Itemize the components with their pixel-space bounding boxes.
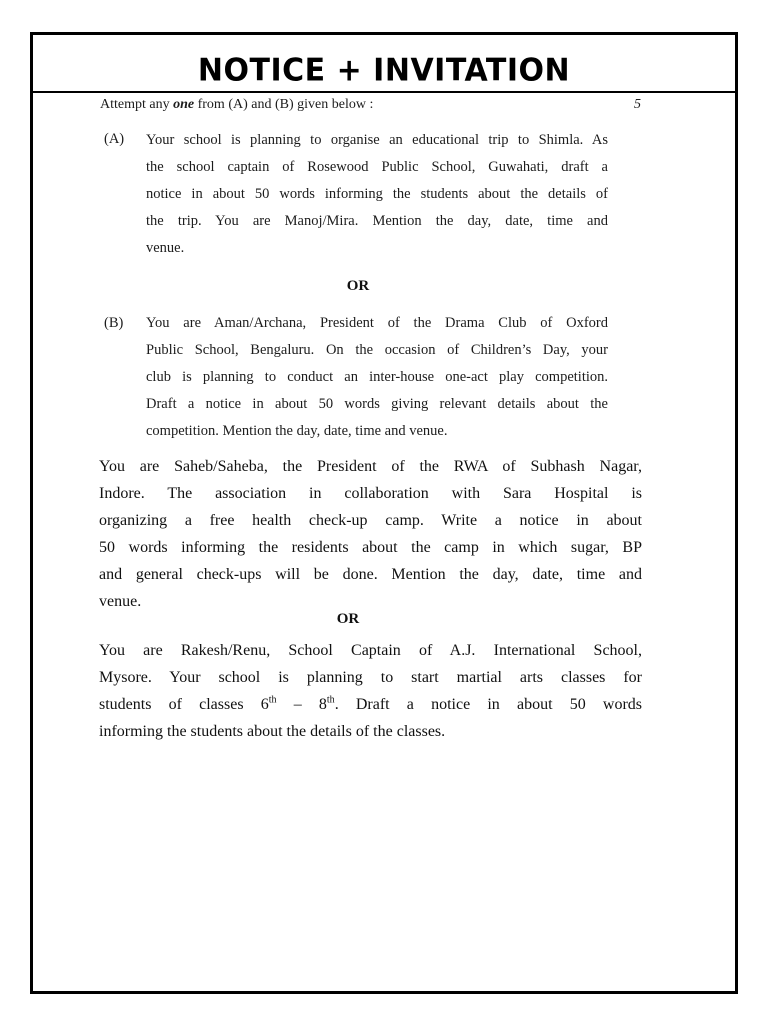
question-a-label: (A) [104, 131, 125, 147]
question-c-line: Indore. The association in collaboration with Sara Hospital is [99, 485, 642, 502]
or-separator-2: OR [336, 611, 360, 627]
marks-value: 5 [634, 97, 641, 112]
question-a-line: Your school is planning to organise an educational trip to Shimla. As [146, 132, 608, 148]
question-b-line: club is planning to conduct an inter-house one-act play competition. [146, 369, 608, 385]
question-d-line: informing the students about the details of the classes. [99, 723, 446, 740]
question-a-line: the trip. You are Manoj/Mira. Mention the day, date, time and [146, 213, 608, 229]
instruction-emphasis: one [173, 97, 195, 112]
question-d-line: You are Rakesh/Renu, School Captain of A.J. International School, [99, 642, 642, 659]
question-d-line [99, 691, 642, 718]
instruction-line [100, 92, 645, 118]
page-title: NOTICE + INVITATION [197, 52, 571, 89]
superscript-th: th [268, 694, 277, 706]
question-a-line: the school captain of Rosewood Public School, Guwahati, draft a [146, 159, 608, 175]
question-c-text [99, 453, 642, 615]
question-b-line: Public School, Bengaluru. On the occasion of Children’s Day, your [146, 342, 608, 358]
instruction-suffix: from (A) and (B) given below : [194, 97, 374, 112]
question-b-line: Draft a notice in about 50 words giving relevant details about the [146, 396, 608, 412]
question-c-line: organizing a free health check-up camp. Write a notice in about [99, 512, 642, 529]
question-c-line: 50 words informing the residents about the camp in which sugar, BP [99, 539, 642, 556]
question-c-line: venue. [99, 593, 142, 610]
question-c-line: and general check-ups will be done. Mention the day, date, time and [99, 566, 642, 583]
question-d-line3-part-a: students of classes 6 [99, 696, 269, 713]
question-b-label: (B) [104, 315, 124, 331]
question-d-line3-part-c: . Draft a notice in about 50 words [334, 696, 643, 713]
question-d-text [99, 637, 642, 745]
question-b-text [146, 310, 608, 445]
question-d-line3-part-b: – 8 [276, 696, 327, 713]
question-b-line: competition. Mention the day, date, time and venue. [146, 423, 448, 439]
question-a-text [146, 127, 608, 262]
superscript-th: th [326, 694, 335, 706]
question-c-line: You are Saheb/Saheba, the President of the RWA of Subhash Nagar, [99, 458, 642, 475]
question-a-line: notice in about 50 words informing the students about the details of [146, 186, 608, 202]
instruction-prefix: Attempt any [100, 97, 174, 112]
question-d-line: Mysore. Your school is planning to start martial arts classes for [99, 669, 642, 686]
question-b-line: You are Aman/Archana, President of the Drama Club of Oxford [146, 315, 608, 331]
title-bar [33, 35, 735, 93]
question-a-line: venue. [146, 240, 185, 256]
or-separator-1: OR [346, 278, 370, 294]
